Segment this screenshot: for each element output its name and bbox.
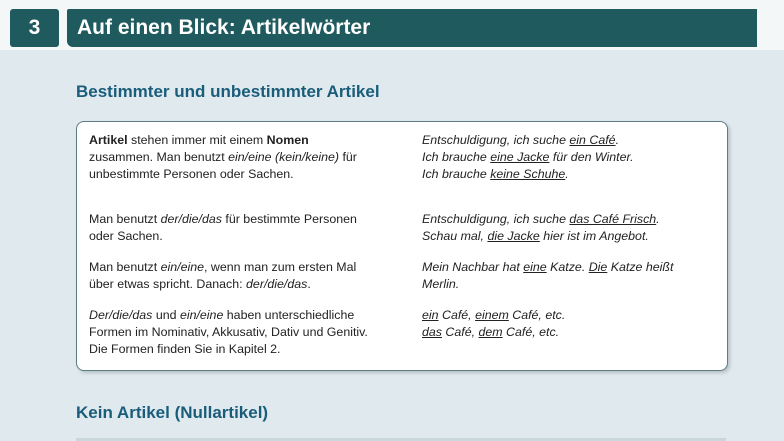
text-span: über etwas spricht. Danach:: [89, 277, 247, 291]
example-line: [422, 132, 722, 149]
underlined-phrase: eine: [523, 260, 547, 274]
text-span: für: [339, 150, 357, 164]
text-span: , wenn man zum ersten Mal: [204, 260, 357, 274]
underlined-phrase: keine Schuhe: [490, 167, 566, 181]
example-line: [422, 211, 722, 228]
explanation-column: [89, 132, 407, 358]
text-span: Café,: [441, 325, 479, 339]
text-span: Man benutzt: [89, 212, 161, 226]
section-heading-articles: Bestimmter und unbestimmter Artikel: [76, 82, 380, 101]
text-span: Entschuldigung, ich suche: [422, 212, 570, 226]
text-span: Katze.: [546, 260, 589, 274]
section-heading-no-article: Kein Artikel (Nullartikel): [76, 403, 269, 422]
example-line: [422, 324, 722, 341]
explanation-paragraph: [89, 259, 407, 307]
text-span: .: [656, 212, 660, 226]
text-line: Formen im Nominativ, Akkusativ, Dativ und Genitiv.: [89, 325, 368, 339]
text-line: [89, 132, 407, 149]
text-line: oder Sachen.: [89, 229, 163, 243]
text-line: [89, 211, 407, 228]
text-span: .: [307, 277, 311, 291]
underlined-phrase: dem: [478, 325, 503, 339]
term-italic: der/die/das: [160, 212, 222, 226]
text-span: .: [615, 133, 620, 147]
text-span: haben unterschiedliche: [223, 308, 355, 322]
text-span: zusammen. Man benutzt: [89, 150, 229, 164]
chapter-number-badge: [10, 9, 59, 47]
example-group: [422, 132, 722, 211]
term-bold: Nomen: [266, 133, 309, 147]
text-span: Café,: [438, 308, 476, 322]
underlined-phrase: Die: [588, 260, 608, 274]
text-span: Katze heißt: [607, 260, 674, 274]
text-span: Mein Nachbar hat: [422, 260, 524, 274]
underlined-phrase: ein Café: [569, 133, 616, 147]
underlined-phrase: einem: [475, 308, 509, 322]
term-italic: Der/die/das: [89, 308, 153, 322]
grammar-info-box: [76, 121, 728, 371]
text-span: Café, etc.: [502, 325, 560, 339]
text-span: Man benutzt: [89, 260, 161, 274]
text-span: hier ist im Angebot.: [539, 229, 649, 243]
underlined-phrase: das: [422, 325, 442, 339]
underlined-phrase: ein: [422, 308, 439, 322]
text-span: und: [152, 308, 180, 322]
chapter-title-bar: [67, 9, 757, 47]
example-line: [422, 149, 722, 166]
text-span: Café, etc.: [508, 308, 566, 322]
text-span: für bestimmte Personen: [221, 212, 357, 226]
example-line: [422, 307, 722, 324]
explanation-paragraph: [89, 307, 407, 358]
example-line: Merlin.: [422, 277, 460, 291]
text-span: Ich brauche: [422, 167, 491, 181]
text-span: für den Winter.: [549, 150, 634, 164]
text-span: Schau mal,: [422, 229, 488, 243]
chapter-title: Auf einen Blick: Artikelwörter: [77, 16, 371, 39]
underlined-phrase: eine Jacke: [490, 150, 550, 164]
term-italic: der/die/das: [246, 277, 308, 291]
chapter-number: 3: [28, 16, 41, 39]
explanation-paragraph: [89, 211, 407, 259]
text-line: [89, 307, 407, 324]
text-line: unbestimmte Personen oder Sachen.: [89, 167, 294, 181]
text-line: [89, 276, 407, 293]
explanation-paragraph: [89, 132, 407, 211]
term-italic: ein/eine (kein/keine): [228, 150, 340, 164]
underlined-phrase: das Café Frisch: [569, 212, 657, 226]
term-bold: Artikel: [89, 133, 128, 147]
example-group: [422, 259, 722, 307]
example-line: [422, 228, 722, 245]
text-span: .: [565, 167, 569, 181]
underlined-phrase: die Jacke: [487, 229, 540, 243]
text-line: [89, 149, 407, 166]
term-italic: ein/eine: [160, 260, 205, 274]
text-span: Entschuldigung, ich suche: [422, 133, 570, 147]
term-italic: ein/eine: [179, 308, 224, 322]
text-line: [89, 259, 407, 276]
text-line: Die Formen finden Sie in Kapitel 2.: [89, 342, 281, 356]
text-span: stehen immer mit einem: [127, 133, 267, 147]
examples-column: [422, 132, 722, 341]
text-span: Ich brauche: [422, 150, 491, 164]
example-line: [422, 259, 722, 276]
example-line: [422, 166, 722, 183]
example-group: [422, 307, 722, 341]
example-group: [422, 211, 722, 259]
